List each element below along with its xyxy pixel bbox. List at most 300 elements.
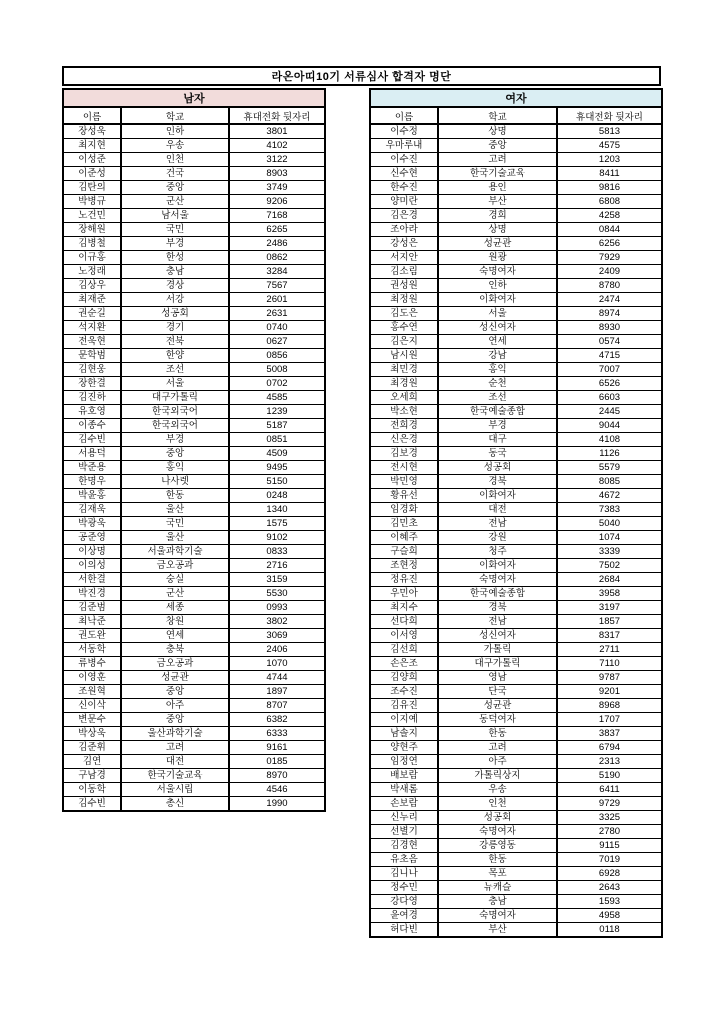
school-cell: 우송 — [121, 139, 229, 153]
phone-cell: 4744 — [229, 671, 325, 685]
school-cell: 강남 — [438, 349, 557, 363]
name-cell: 이동학 — [63, 783, 121, 797]
name-cell: 서동학 — [63, 643, 121, 657]
phone-cell: 6526 — [557, 377, 662, 391]
phone-cell: 4575 — [557, 139, 662, 153]
table-row — [63, 391, 325, 405]
table-row — [63, 503, 325, 517]
school-cell: 세종 — [121, 601, 229, 615]
school-cell: 서울 — [121, 377, 229, 391]
school-cell: 가톨릭 — [438, 643, 557, 657]
name-cell: 김보경 — [370, 447, 438, 461]
name-cell: 박윤홍 — [63, 489, 121, 503]
table-row — [63, 419, 325, 433]
name-cell: 장해원 — [63, 223, 121, 237]
table-row — [63, 124, 325, 139]
table-row — [370, 769, 662, 783]
name-cell: 최정원 — [370, 293, 438, 307]
female-col-header-school: 학교 — [438, 107, 557, 124]
phone-cell: 3325 — [557, 811, 662, 825]
table-row — [63, 181, 325, 195]
phone-cell: 2780 — [557, 825, 662, 839]
phone-cell: 2711 — [557, 643, 662, 657]
name-cell: 서용덕 — [63, 447, 121, 461]
table-row — [370, 279, 662, 293]
school-cell: 성균관 — [438, 237, 557, 251]
school-cell: 고려 — [121, 741, 229, 755]
table-row — [370, 629, 662, 643]
table-row — [63, 755, 325, 769]
phone-cell: 3958 — [557, 587, 662, 601]
name-cell: 신수현 — [370, 167, 438, 181]
name-cell: 구남경 — [63, 769, 121, 783]
name-cell: 이영훈 — [63, 671, 121, 685]
phone-cell: 4585 — [229, 391, 325, 405]
school-cell: 전남 — [438, 517, 557, 531]
table-row — [63, 307, 325, 321]
phone-cell: 9201 — [557, 685, 662, 699]
phone-cell: 6382 — [229, 713, 325, 727]
phone-cell: 1203 — [557, 153, 662, 167]
name-cell: 박상욱 — [63, 727, 121, 741]
phone-cell: 0574 — [557, 335, 662, 349]
school-cell: 부산 — [438, 195, 557, 209]
table-row — [63, 279, 325, 293]
school-cell: 홍익 — [438, 363, 557, 377]
name-cell: 김선희 — [370, 643, 438, 657]
table-row — [63, 587, 325, 601]
school-cell: 강원 — [438, 531, 557, 545]
school-cell: 울산과학기술 — [121, 727, 229, 741]
name-cell: 박준용 — [63, 461, 121, 475]
school-cell: 울산 — [121, 531, 229, 545]
phone-cell: 1070 — [229, 657, 325, 671]
male-table — [62, 88, 326, 812]
table-row — [63, 321, 325, 335]
name-cell: 김민초 — [370, 517, 438, 531]
phone-cell: 3802 — [229, 615, 325, 629]
table-row — [370, 419, 662, 433]
name-cell: 김현웅 — [63, 363, 121, 377]
phone-cell: 6928 — [557, 867, 662, 881]
name-cell: 이규홍 — [63, 251, 121, 265]
school-cell: 성공회 — [438, 811, 557, 825]
name-cell: 김병철 — [63, 237, 121, 251]
school-cell: 성균관 — [121, 671, 229, 685]
table-row — [370, 405, 662, 419]
table-row — [370, 545, 662, 559]
name-cell: 전시현 — [370, 461, 438, 475]
phone-cell: 0856 — [229, 349, 325, 363]
table-row — [63, 405, 325, 419]
table-row — [370, 489, 662, 503]
name-cell: 김경현 — [370, 839, 438, 853]
name-cell: 서한결 — [63, 573, 121, 587]
name-cell: 구슬희 — [370, 545, 438, 559]
table-row — [370, 237, 662, 251]
phone-cell: 6794 — [557, 741, 662, 755]
phone-cell: 9816 — [557, 181, 662, 195]
phone-cell: 9102 — [229, 531, 325, 545]
school-cell: 가톨릭상지 — [438, 769, 557, 783]
school-cell: 한동 — [121, 489, 229, 503]
female-table-block — [369, 88, 663, 938]
phone-cell: 4715 — [557, 349, 662, 363]
school-cell: 연세 — [121, 629, 229, 643]
phone-cell: 0118 — [557, 923, 662, 938]
school-cell: 중앙 — [121, 447, 229, 461]
female-col-header-phone: 휴대전화 뒷자리 — [557, 107, 662, 124]
table-row — [370, 167, 662, 181]
phone-cell: 4546 — [229, 783, 325, 797]
school-cell: 우송 — [438, 783, 557, 797]
name-cell: 유호영 — [63, 405, 121, 419]
school-cell: 아주 — [438, 755, 557, 769]
phone-cell: 2643 — [557, 881, 662, 895]
name-cell: 권도완 — [63, 629, 121, 643]
phone-cell: 8707 — [229, 699, 325, 713]
phone-cell: 9206 — [229, 195, 325, 209]
phone-cell: 2406 — [229, 643, 325, 657]
phone-cell: 0740 — [229, 321, 325, 335]
table-row — [370, 657, 662, 671]
school-cell: 국민 — [121, 223, 229, 237]
table-row — [63, 769, 325, 783]
male-table-block — [62, 88, 326, 812]
phone-cell: 7502 — [557, 559, 662, 573]
phone-cell: 2409 — [557, 265, 662, 279]
school-cell: 청주 — [438, 545, 557, 559]
school-cell: 강릉영동 — [438, 839, 557, 853]
table-row — [370, 349, 662, 363]
name-cell: 이지예 — [370, 713, 438, 727]
phone-cell: 3069 — [229, 629, 325, 643]
phone-cell: 1707 — [557, 713, 662, 727]
name-cell: 전욱현 — [63, 335, 121, 349]
school-cell: 부산 — [438, 923, 557, 938]
table-row — [370, 363, 662, 377]
phone-cell: 6603 — [557, 391, 662, 405]
name-cell: 김준범 — [63, 601, 121, 615]
school-cell: 경상 — [121, 279, 229, 293]
school-cell: 대구가톨릭 — [121, 391, 229, 405]
table-row — [63, 377, 325, 391]
name-cell: 노건민 — [63, 209, 121, 223]
school-cell: 서울과학기술 — [121, 545, 229, 559]
table-row — [63, 167, 325, 181]
phone-cell: 1126 — [557, 447, 662, 461]
phone-cell: 0627 — [229, 335, 325, 349]
table-row — [370, 685, 662, 699]
table-row — [63, 797, 325, 812]
school-cell: 대전 — [438, 503, 557, 517]
table-row — [370, 825, 662, 839]
school-cell: 군산 — [121, 587, 229, 601]
name-cell: 선별기 — [370, 825, 438, 839]
name-cell: 신은경 — [370, 433, 438, 447]
phone-cell: 9044 — [557, 419, 662, 433]
school-cell: 숙명여자 — [438, 265, 557, 279]
name-cell: 우마루내 — [370, 139, 438, 153]
table-row — [63, 475, 325, 489]
table-row — [370, 181, 662, 195]
name-cell: 이성준 — [63, 153, 121, 167]
name-cell: 선다희 — [370, 615, 438, 629]
table-row — [63, 685, 325, 699]
school-cell: 성공회 — [438, 461, 557, 475]
school-cell: 전북 — [121, 335, 229, 349]
school-cell: 성공회 — [121, 307, 229, 321]
name-cell: 김준휘 — [63, 741, 121, 755]
phone-cell: 3339 — [557, 545, 662, 559]
table-row — [63, 447, 325, 461]
name-cell: 권성원 — [370, 279, 438, 293]
school-cell: 영남 — [438, 671, 557, 685]
name-cell: 신누리 — [370, 811, 438, 825]
name-cell: 박민영 — [370, 475, 438, 489]
phone-cell: 6333 — [229, 727, 325, 741]
phone-cell: 3837 — [557, 727, 662, 741]
name-cell: 노정래 — [63, 265, 121, 279]
phone-cell: 5530 — [229, 587, 325, 601]
name-cell: 장성욱 — [63, 124, 121, 139]
name-cell: 박새롬 — [370, 783, 438, 797]
name-cell: 최경원 — [370, 377, 438, 391]
school-cell: 숙명여자 — [438, 825, 557, 839]
table-row — [370, 139, 662, 153]
table-row — [63, 461, 325, 475]
school-cell: 숙명여자 — [438, 573, 557, 587]
school-cell: 한국예술종합 — [438, 405, 557, 419]
school-cell: 홍익 — [121, 461, 229, 475]
phone-cell: 6256 — [557, 237, 662, 251]
phone-cell: 9161 — [229, 741, 325, 755]
school-cell: 성신여자 — [438, 321, 557, 335]
female-group-header: 여자 — [370, 89, 662, 107]
phone-cell: 7567 — [229, 279, 325, 293]
phone-cell: 3159 — [229, 573, 325, 587]
table-row — [63, 265, 325, 279]
school-cell: 단국 — [438, 685, 557, 699]
table-row — [370, 307, 662, 321]
name-cell: 변문수 — [63, 713, 121, 727]
school-cell: 조선 — [121, 363, 229, 377]
phone-cell: 7168 — [229, 209, 325, 223]
name-cell: 김은경 — [370, 209, 438, 223]
name-cell: 남솔지 — [370, 727, 438, 741]
table-row — [370, 293, 662, 307]
school-cell: 창원 — [121, 615, 229, 629]
school-cell: 경희 — [438, 209, 557, 223]
name-cell: 최지현 — [63, 139, 121, 153]
table-row — [63, 531, 325, 545]
school-cell: 금오공과 — [121, 559, 229, 573]
table-row — [370, 811, 662, 825]
male-group-header: 남자 — [63, 89, 325, 107]
name-cell: 최지수 — [370, 601, 438, 615]
phone-cell: 0702 — [229, 377, 325, 391]
school-cell: 동덕여자 — [438, 713, 557, 727]
phone-cell: 4958 — [557, 909, 662, 923]
table-row — [370, 124, 662, 139]
school-cell: 대구 — [438, 433, 557, 447]
name-cell: 조현정 — [370, 559, 438, 573]
name-cell: 이의성 — [63, 559, 121, 573]
phone-cell: 2684 — [557, 573, 662, 587]
school-cell: 서울시립 — [121, 783, 229, 797]
table-row — [370, 881, 662, 895]
school-cell: 부경 — [438, 419, 557, 433]
table-row — [63, 545, 325, 559]
phone-cell: 7929 — [557, 251, 662, 265]
table-row — [63, 335, 325, 349]
phone-cell: 7383 — [557, 503, 662, 517]
table-row — [63, 209, 325, 223]
school-cell: 이화여자 — [438, 293, 557, 307]
school-cell: 중앙 — [121, 713, 229, 727]
school-cell: 한동 — [438, 727, 557, 741]
school-cell: 한국기술교육 — [121, 769, 229, 783]
school-cell: 숭실 — [121, 573, 229, 587]
table-row — [370, 335, 662, 349]
name-cell: 조아라 — [370, 223, 438, 237]
school-cell: 경북 — [438, 601, 557, 615]
table-row — [63, 783, 325, 797]
school-cell: 인천 — [438, 797, 557, 811]
phone-cell: 2486 — [229, 237, 325, 251]
table-row — [370, 223, 662, 237]
female-col-header-name: 이름 — [370, 107, 438, 124]
table-row — [63, 573, 325, 587]
phone-cell: 9115 — [557, 839, 662, 853]
name-cell: 남시원 — [370, 349, 438, 363]
name-cell: 이수정 — [370, 124, 438, 139]
name-cell: 서지안 — [370, 251, 438, 265]
school-cell: 한양 — [121, 349, 229, 363]
phone-cell: 3284 — [229, 265, 325, 279]
phone-cell: 4258 — [557, 209, 662, 223]
school-cell: 대전 — [121, 755, 229, 769]
school-cell: 한국외국어 — [121, 419, 229, 433]
name-cell: 김소림 — [370, 265, 438, 279]
name-cell: 배보람 — [370, 769, 438, 783]
table-row — [63, 195, 325, 209]
phone-cell: 5008 — [229, 363, 325, 377]
school-cell: 대구가톨릭 — [438, 657, 557, 671]
school-cell: 충북 — [121, 643, 229, 657]
phone-cell: 0248 — [229, 489, 325, 503]
name-cell: 이혜주 — [370, 531, 438, 545]
table-row — [370, 433, 662, 447]
table-row — [370, 447, 662, 461]
female-table — [369, 88, 663, 938]
phone-cell: 8903 — [229, 167, 325, 181]
name-cell: 오세희 — [370, 391, 438, 405]
name-cell: 박소현 — [370, 405, 438, 419]
name-cell: 김재욱 — [63, 503, 121, 517]
school-cell: 나사렛 — [121, 475, 229, 489]
school-cell: 원광 — [438, 251, 557, 265]
name-cell: 조수진 — [370, 685, 438, 699]
table-row — [370, 517, 662, 531]
table-row — [370, 713, 662, 727]
table-row — [370, 853, 662, 867]
phone-cell: 4509 — [229, 447, 325, 461]
table-row — [370, 377, 662, 391]
phone-cell: 8780 — [557, 279, 662, 293]
school-cell: 고려 — [438, 741, 557, 755]
phone-cell: 8317 — [557, 629, 662, 643]
phone-cell: 2631 — [229, 307, 325, 321]
phone-cell: 0862 — [229, 251, 325, 265]
table-row — [63, 489, 325, 503]
school-cell: 서울 — [438, 307, 557, 321]
school-cell: 숙명여자 — [438, 909, 557, 923]
phone-cell: 2474 — [557, 293, 662, 307]
school-cell: 경기 — [121, 321, 229, 335]
name-cell: 우민아 — [370, 587, 438, 601]
school-cell: 부경 — [121, 237, 229, 251]
table-row — [370, 391, 662, 405]
phone-cell: 0833 — [229, 545, 325, 559]
phone-cell: 8968 — [557, 699, 662, 713]
table-row — [370, 601, 662, 615]
name-cell: 손은조 — [370, 657, 438, 671]
table-row — [370, 797, 662, 811]
name-cell: 석지환 — [63, 321, 121, 335]
name-cell: 박병규 — [63, 195, 121, 209]
name-cell: 임경화 — [370, 503, 438, 517]
table-row — [370, 475, 662, 489]
table-row — [63, 601, 325, 615]
table-row — [370, 265, 662, 279]
name-cell: 공준영 — [63, 531, 121, 545]
phone-cell: 1239 — [229, 405, 325, 419]
phone-cell: 2601 — [229, 293, 325, 307]
table-row — [63, 237, 325, 251]
school-cell: 남서울 — [121, 209, 229, 223]
name-cell: 이수진 — [370, 153, 438, 167]
male-col-header-phone: 휴대전화 뒷자리 — [229, 107, 325, 124]
table-row — [63, 223, 325, 237]
name-cell: 김양희 — [370, 671, 438, 685]
table-row — [370, 587, 662, 601]
school-cell: 고려 — [438, 153, 557, 167]
name-cell: 박광욱 — [63, 517, 121, 531]
school-cell: 한국기술교육 — [438, 167, 557, 181]
phone-cell: 3197 — [557, 601, 662, 615]
table-row — [63, 699, 325, 713]
name-cell: 이종수 — [63, 419, 121, 433]
phone-cell: 8085 — [557, 475, 662, 489]
male-col-header-school: 학교 — [121, 107, 229, 124]
table-row — [63, 153, 325, 167]
table-row — [370, 867, 662, 881]
phone-cell: 8411 — [557, 167, 662, 181]
name-cell: 김은지 — [370, 335, 438, 349]
phone-cell: 7019 — [557, 853, 662, 867]
table-row — [63, 349, 325, 363]
table-row — [370, 755, 662, 769]
table-row — [370, 503, 662, 517]
table-row — [370, 559, 662, 573]
table-row — [63, 657, 325, 671]
name-cell: 정수민 — [370, 881, 438, 895]
table-row — [370, 573, 662, 587]
name-cell: 김탄의 — [63, 181, 121, 195]
table-row — [63, 671, 325, 685]
table-row — [63, 559, 325, 573]
